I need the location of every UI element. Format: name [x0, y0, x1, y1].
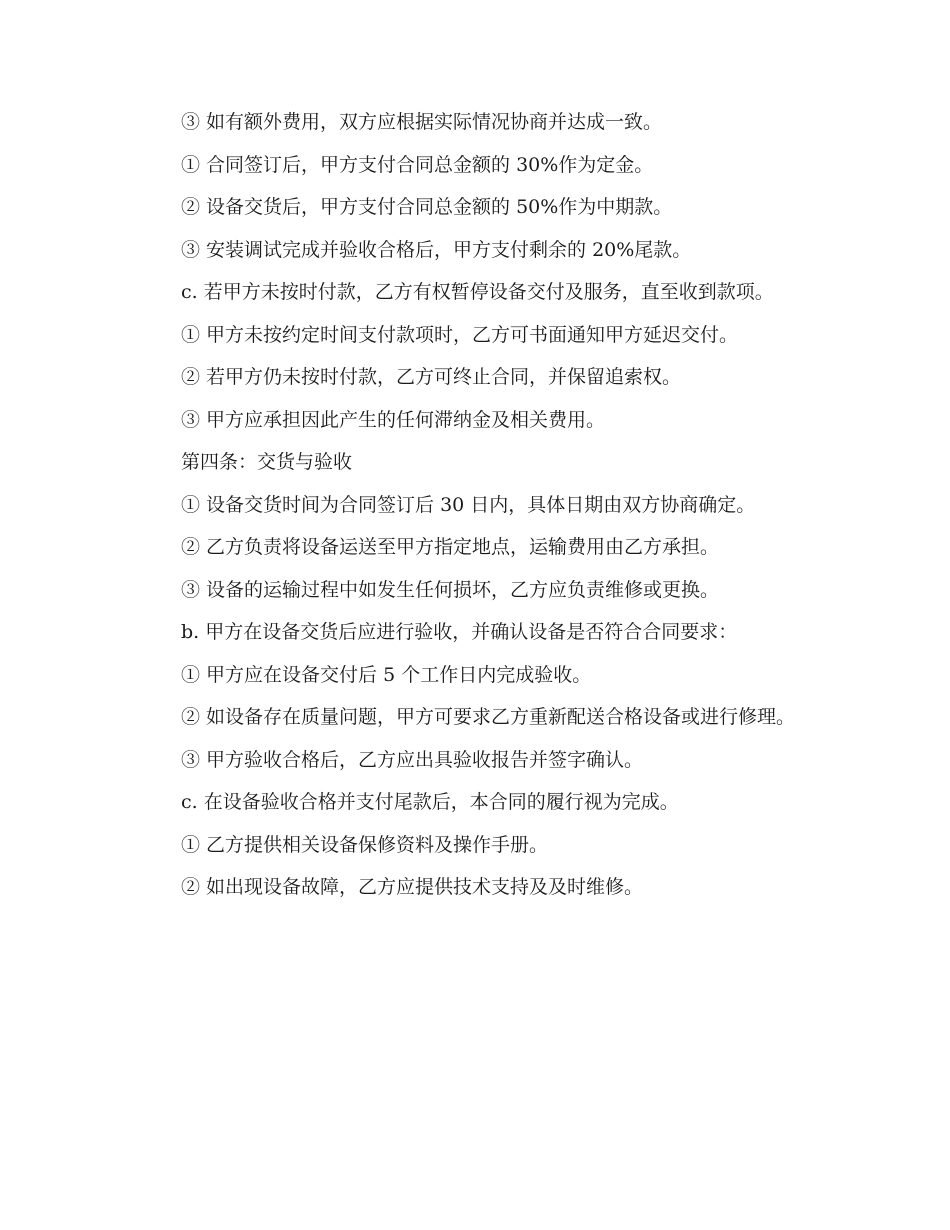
- paragraph-midterm-50: ② 设备交货后，甲方支付合同总金额的 50%作为中期款。: [181, 196, 673, 218]
- paragraph-delivery-time: ① 设备交货时间为合同签订后 30 日内，具体日期由双方协商确定。: [181, 493, 756, 516]
- paragraph-acceptance-check: b. 甲方在设备交货后应进行验收，并确认设备是否符合合同要求：: [181, 621, 738, 643]
- paragraph-deposit-30: ① 合同签订后，甲方支付合同总金额的 30%作为定金。: [181, 153, 654, 176]
- paragraph-warranty-docs: ① 乙方提供相关设备保修资料及操作手册。: [181, 833, 549, 856]
- paragraph-acceptance-deadline: ① 甲方应在设备交付后 5 个工作日内完成验收。: [181, 663, 592, 686]
- paragraph-acceptance-report: ③ 甲方验收合格后，乙方应出具验收报告并签字确认。: [181, 748, 644, 771]
- section-heading-article-4: 第四条：交货与验收: [181, 451, 353, 473]
- paragraph-contract-completion: c. 在设备验收合格并支付尾款后，本合同的履行视为完成。: [181, 791, 679, 813]
- paragraph-transport-damage: ③ 设备的运输过程中如发生任何损坏，乙方应负责维修或更换。: [181, 578, 720, 601]
- paragraph-late-payment: c. 若甲方未按时付款，乙方有权暂停设备交付及服务，直至收到款项。: [181, 281, 774, 303]
- paragraph-late-fees: ③ 甲方应承担因此产生的任何滞纳金及相关费用。: [181, 408, 606, 431]
- paragraph-late-notice: ① 甲方未按约定时间支付款项时，乙方可书面通知甲方延迟交付。: [181, 323, 739, 346]
- paragraph-final-20: ③ 安装调试完成并验收合格后，甲方支付剩余的 20%尾款。: [181, 238, 692, 261]
- paragraph-terminate-contract: ② 若甲方仍未按时付款，乙方可终止合同，并保留追索权。: [181, 366, 682, 388]
- paragraph-payment-extra-fees: ③ 如有额外费用，双方应根据实际情况协商并达成一致。: [181, 111, 663, 133]
- paragraph-quality-issue: ② 如设备存在质量问题，甲方可要求乙方重新配送合格设备或进行修理。: [181, 706, 796, 728]
- document-body: [140, 101, 808, 909]
- paragraph-tech-support: ② 如出现设备故障，乙方应提供技术支持及及时维修。: [181, 876, 644, 898]
- paragraph-delivery-location: ② 乙方负责将设备运送至甲方指定地点，运输费用由乙方承担。: [181, 536, 720, 558]
